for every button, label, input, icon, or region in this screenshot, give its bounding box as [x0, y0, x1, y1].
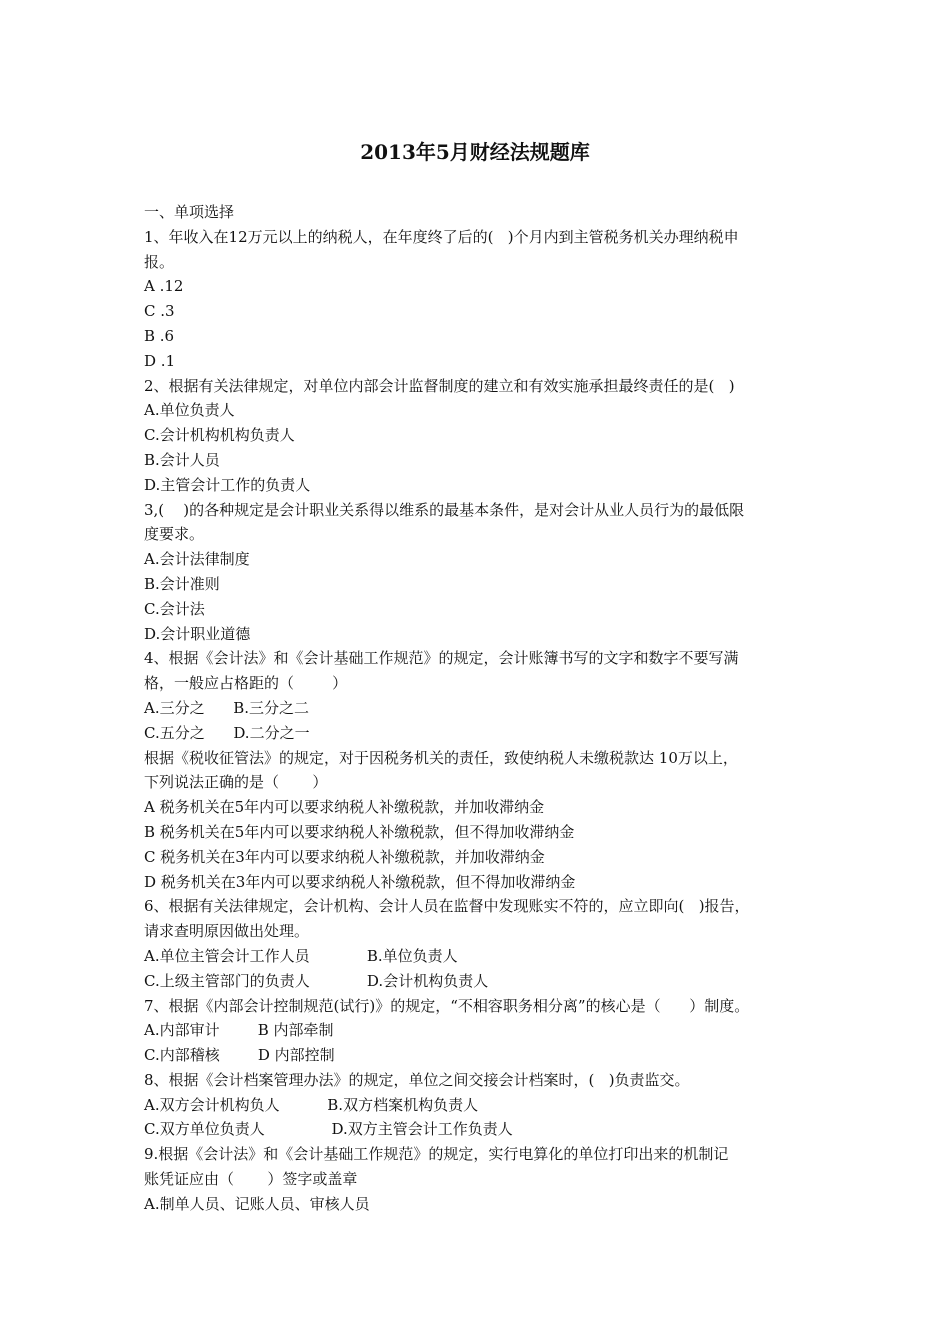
document-title: 2013年5月财经法规题库 — [360, 140, 590, 164]
text-line: C.五分之 D.二分之一 — [144, 723, 310, 742]
text-line: A.会计法律制度 — [144, 550, 250, 569]
text-line: 1、年收入在12万元以上的纳税人，在年度终了后的( )个月内到主管税务机关办理纳税申 — [144, 227, 739, 246]
text-line: C.双方单位负责人 D.双方主管会计工作负责人 — [144, 1120, 513, 1139]
text-line: C.会计法 — [144, 599, 205, 618]
text-line: 格，一般应占格距的（ ） — [144, 674, 348, 693]
text-line: A 税务机关在5年内可以要求纳税人补缴税款，并加收滞纳金 — [144, 798, 545, 817]
text-line: 根据《税收征管法》的规定，对于因税务机关的责任，致使纳税人未缴税款达 10万以上， — [144, 748, 738, 767]
text-line: C.上级主管部门的负责人 D.会计机构负责人 — [144, 971, 489, 990]
text-line: B 税务机关在5年内可以要求纳税人补缴税款，但不得加收滞纳金 — [144, 822, 575, 841]
text-line: 报。 — [144, 252, 175, 271]
text-line: A.内部审计 B 内部牵制 — [144, 1021, 334, 1040]
text-line: A.单位负责人 — [144, 401, 235, 420]
text-line: C.会计机构机构负责人 — [144, 426, 295, 445]
text-line: B.会计准则 — [144, 574, 220, 593]
text-line: D.会计职业道德 — [144, 624, 251, 643]
text-line: A.双方会计机构负人 B.双方档案机构负责人 — [144, 1095, 479, 1114]
text-line: C 税务机关在3年内可以要求纳税人补缴税款，并加收滞纳金 — [144, 847, 545, 866]
text-line: 2、根据有关法律规定，对单位内部会计监督制度的建立和有效实施承担最终责任的是( ) — [144, 376, 735, 395]
text-line: D .1 — [144, 351, 176, 370]
text-line: A.单位主管会计工作人员 B.单位负责人 — [144, 946, 458, 965]
text-line: D.主管会计工作的负责人 — [144, 475, 311, 494]
text-line: D 税务机关在3年内可以要求纳税人补缴税款，但不得加收滞纳金 — [144, 872, 576, 891]
text-line: 账凭证应由（ ）签字或盖章 — [144, 1170, 358, 1189]
text-line: 度要求。 — [144, 525, 205, 544]
text-line: 9.根据《会计法》和《会计基础工作规范》的规定，实行电算化的单位打印出来的机制记 — [144, 1145, 729, 1164]
text-line: 下列说法正确的是（ ） — [144, 773, 328, 792]
text-line: 一、单项选择 — [144, 203, 235, 221]
document-body — [144, 200, 824, 1217]
text-line: 7、根据《内部会计控制规范(试行)》的规定，“不相容职务相分离”的核心是（ ）制度。 — [144, 996, 750, 1015]
text-line: C .3 — [144, 302, 175, 321]
text-line: 6、根据有关法律规定，会计机构、会计人员在监督中发现账实不符的，应立即向( )报告， — [144, 897, 750, 916]
text-line: A.制单人员、记账人员、审核人员 — [144, 1194, 370, 1213]
text-line: A .12 — [144, 277, 184, 296]
text-line: 8、根据《会计档案管理办法》的规定，单位之间交接会计档案时，( )负责监交。 — [144, 1070, 690, 1089]
text-line: C.内部稽核 D 内部控制 — [144, 1046, 335, 1065]
text-line: 3,( )的各种规定是会计职业关系得以维系的最基本条件，是对会计从业人员行为的最低限 — [144, 500, 745, 519]
text-line: B .6 — [144, 326, 175, 345]
text-line: 请求查明原因做出处理。 — [144, 922, 310, 941]
text-line: B.会计人员 — [144, 450, 220, 469]
text-line: A.三分之 B.三分之二 — [144, 698, 310, 717]
text-line: 4、根据《会计法》和《会计基础工作规范》的规定，会计账簿书写的文字和数字不要写满 — [144, 649, 739, 668]
